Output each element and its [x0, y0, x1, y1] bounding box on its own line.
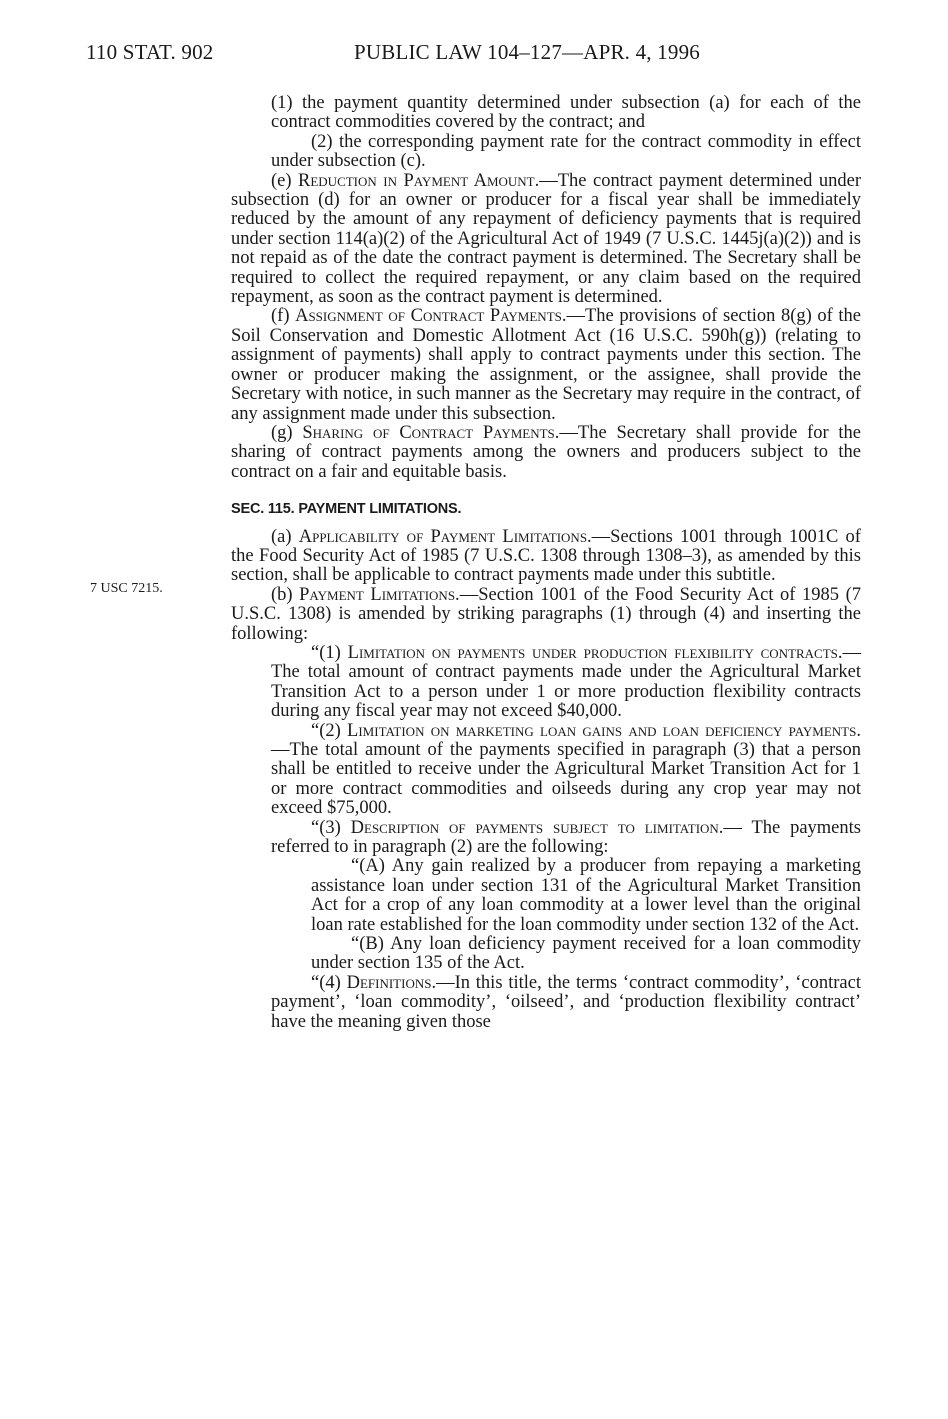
subsection-b: (b) Payment Limitations.—Section 1001 of the Food Security Act of 1985 (7 U.S.C. 1308) is amended by striking paragraphs (1) through (4) and inserting the following:	[231, 584, 861, 644]
subsection-heading: Sharing of Contract Payments.	[302, 422, 560, 443]
subsection-a: (a) Applicability of Payment Limitations.—Sections 1001 through 1001C of the Food Security Act of 1985 (7 U.S.C. 1308 through 1308–3), as amended by this section, shall be applicable to contract payments made under this subtitle.	[231, 526, 861, 586]
body-text	[231, 94, 861, 1032]
subsection-f: (f) Assignment of Contract Payments.—The provisions of section 8(g) of the Soil Conservation and Domestic Allotment Act (16 U.S.C. 590h(g)) (relating to assignment of payments) shall apply to contract payments under this section. The owner or producer making the assignment, or the assignee, shall provide the Secretary with notice, in such manner as the Secretary may require in the contract, of any assignment made under this subsection.	[231, 306, 862, 424]
subsection-heading: Payment Limitations.	[299, 584, 460, 605]
subsection-heading: Assignment of Contract Payments.	[295, 306, 567, 327]
statute-reference: 110 STAT. 902	[86, 40, 214, 64]
paragraph-heading: Limitation on payments under production flexibility contracts.	[347, 642, 843, 663]
paragraph-heading: Limitation on marketing loan gains and loan deficiency payments.	[347, 720, 861, 741]
quoted-paragraph-2: “(2) Limitation on marketing loan gains and loan deficiency payments.—The total amount of the payments specified in paragraph (3) that a person shall be entitled to receive under the Agricultural Market Transition Act for 1 or more contract commodities and oilseeds during any crop year may not exceed $75,000.	[271, 720, 861, 819]
subsection-e: (e) Reduction in Payment Amount.—The contract payment determined under subsection (d) for an owner or producer for a fiscal year shall be immediately reduced by the amount of any repayment of deficiency payments that is required under section 114(a)(2) of the Agricultural Act of 1949 (7 U.S.C. 1445j(a)(2)) and is not repaid as of the date the contract payment is determined. The Secretary shall be required to collect the required repayment, or any claim based on the required repayment, as soon as the contract payment is determined.	[231, 170, 861, 308]
paragraph-1: (1) the payment quantity determined under subsection (a) for each of the contract commodities covered by the contract; and	[271, 93, 861, 133]
quoted-paragraph-4: “(4) Definitions.—In this title, the terms ‘contract commodity’, ‘contract payment’, ‘loan commodity’, ‘oilseed’, and ‘production flexibility contract’ have the meaning given those	[271, 972, 861, 1032]
quoted-paragraph-1: “(1) Limitation on payments under production flexibility contracts.—The total amount of contract payments made under the Agricultural Market Transition Act to a person under 1 or more production flexibility contracts during any fiscal year may not exceed $40,000.	[271, 642, 861, 722]
subsection-g: (g) Sharing of Contract Payments.—The Secretary shall provide for the sharing of contract payments among the owners and producers subject to the contract on a fair and equitable basis.	[231, 422, 861, 482]
public-law-reference: PUBLIC LAW 104–127—APR. 4, 1996	[354, 40, 700, 64]
quoted-subparagraph-a: “(A) Any gain realized by a producer from repaying a marketing assistance loan under section 131 of the Agricultural Market Transition Act for a crop of any loan commodity at a lower level than the original loan rate established for the loan commodity under section 132 of the Act.	[311, 856, 861, 935]
subsection-heading: Applicability of Payment Limitations.	[298, 526, 592, 547]
quoted-paragraph-3: “(3) Description of payments subject to limitation.— The payments referred to in paragraph (2) are the following:	[271, 817, 861, 858]
paragraph-heading: Definitions.	[346, 972, 437, 993]
paragraph-2: (2) the corresponding payment rate for the contract commodity in effect under subsection (c).	[271, 131, 861, 172]
section-heading: SEC. 115. PAYMENT LIMITATIONS.	[231, 501, 462, 518]
margin-citation: 7 USC 7215.	[90, 581, 163, 596]
quoted-subparagraph-b: “(B) Any loan deficiency payment received for a loan commodity under section 135 of the Act.	[311, 934, 861, 974]
paragraph-heading: Description of payments subject to limitation.	[350, 817, 724, 838]
subsection-heading: Reduction in Payment Amount.	[298, 170, 540, 191]
page-header	[86, 40, 866, 70]
